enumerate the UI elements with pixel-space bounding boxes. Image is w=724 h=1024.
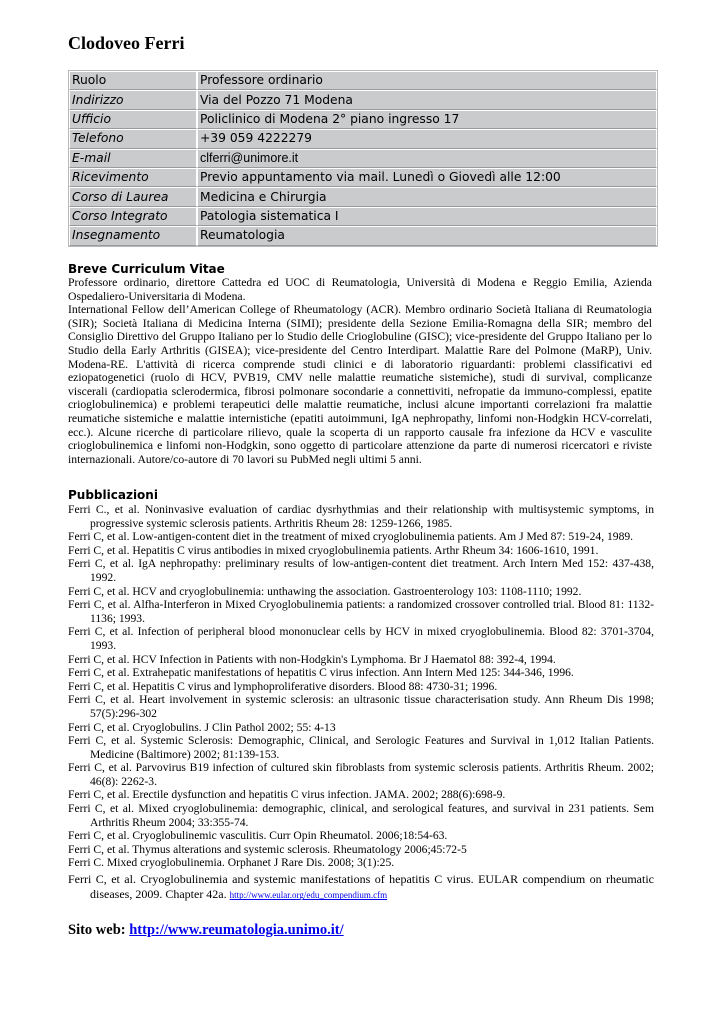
info-key: Ricevimento: [69, 168, 197, 187]
info-value: Medicina e Chirurgia: [197, 187, 657, 206]
info-key: E-mail: [69, 149, 197, 168]
publication-item: Ferri C., et al. Noninvasive evaluation of cardiac dysrhythmias and their relationship with multisystemic symptoms, in progressive systemic sclerosis patients. Arthritis Rheum 28: 1259-1266, 1985.: [68, 503, 654, 530]
info-row: [69, 90, 657, 109]
info-row: [69, 226, 657, 245]
publication-item: Ferri C, et al. HCV Infection in Patients with non-Hodgkin's Lymphoma. Br J Haematol 88: 392-4, 1994.: [68, 652, 556, 666]
publication-item: Ferri C, et al. Alfha-Interferon in Mixed Cryoglobulinemia patients: a randomized crossover controlled trial. Blood 81: 1132-1136; 1993.: [68, 598, 654, 625]
publication-item: Ferri C, et al. Hepatitis C virus antibodies in mixed cryoglobulinemia patients. Arthr Rheum 34: 1606-1610, 1991.: [68, 543, 599, 557]
info-key: Indirizzo: [69, 90, 197, 109]
cv-paragraph-2: International Fellow dell’American College of Rheumatology (ACR). Membro ordinario Società Italiana di Reumatologia (SIR); Società Italiana di Medicina Interna (SIMI); presidente della Sezione Emilia-Romagna della SIR; membro del Consiglio Direttivo del Gruppo Italiano per lo Studio delle Crioglobuline (GISC); vice-presidente del Gruppo Italiano per lo Studio della Early Arthritis (GISEA); vice-presidente del Centro Interdipart. Malattie Rare del Polmone (MaRP), Univ. Modena-RE. L'attività di ricerca comprende studi clinici e di laboratorio riguardanti: problemi classificativi ed eziopatogenetici (ruolo di HCV, PVB19, CMV nelle malattie reumatiche sistemiche), studi di survival, complicanze viscerali (cardiopatia sclerodermica, fibrosi polmonare socondarie a connettiviti, nefropatie da immuno-complessi, epatite crioglobulinemica) e problemi terapeutici delle malattie reumatiche, inclusi alcune importanti correlazioni fra malattie reumatiche sistemiche e malattie internistiche (epatiti autoimmuni, IgA nephropathy, linfomi non-Hodgkin HCV-correlati, ecc.). Alcune ricerche di particolare rilievo, quale la scoperta di un rapporto causale fra infezione da HCV e vasculite crioglobulinemica e linfomi non-Hodgkin, sono oggetto di particolare attenzione da parte di numerosi ricercatori e riviste internazionali. Autore/co-autore di 70 lavori su PubMed negli ultimi 5 anni.: [68, 303, 652, 466]
website-label: Sito web:: [68, 922, 126, 938]
info-value: Patologia sistematica I: [197, 207, 657, 226]
publication-item: Ferri C, et al. Low-antigen-content diet in the treatment of mixed cryoglobulinemia patients. Am J Med 87: 519-24, 1989.: [68, 530, 634, 544]
publication-item: Ferri C, et al. HCV and cryoglobulinemia: unthawing the association. Gastroenterology 103: 1108-1110; 1992.: [68, 584, 582, 598]
info-key: Insegnamento: [69, 226, 197, 245]
publication-item: Ferri C. Mixed cryoglobulinemia. Orphanet J Rare Dis. 2008; 3(1):25.: [68, 856, 395, 870]
info-value: +39 059 4222279: [197, 129, 657, 148]
publication-item: Ferri C, et al. Heart involvement in systemic sclerosis: an ultrasonic tissue characterisation study. Ann Rheum Dis 1998; 57(5):296-302: [68, 693, 654, 720]
info-row: [69, 129, 657, 148]
publication-item: Ferri C, et al. Erectile dysfunction and hepatitis C virus infection. JAMA. 2002; 288(6):698-9.: [68, 788, 506, 802]
info-value: Via del Pozzo 71 Modena: [197, 90, 657, 109]
publication-item: Ferri C, et al. Mixed cryoglobulinemia: demographic, clinical, and serological features, and survival in 231 patients. Sem Arthritis Rheum 2004; 33:355-74.: [68, 802, 654, 829]
info-key: Corso Integrato: [69, 207, 197, 226]
info-value: Policlinico di Modena 2° piano ingresso 17: [197, 110, 657, 129]
info-value: Reumatologia: [197, 226, 657, 245]
publication-item: Ferri C, et al. Cryoglobulinemic vasculitis. Curr Opin Rheumatol. 2006;18:54-63.: [68, 829, 448, 843]
publication-item: Ferri C, et al. Extrahepatic manifestations of hepatitis C virus infection. Ann Intern Med 125: 344-346, 1996.: [68, 666, 574, 680]
publication-item: Ferri C, et al. Cryoglobulins. J Clin Pathol 2002; 55: 4-13: [68, 720, 336, 734]
publication-item: Ferri C, et al. IgA nephropathy: preliminary results of low-antigen-content diet treatment. Arch Intern Med 152: 437-438, 1992.: [68, 557, 654, 584]
cv-text: [68, 276, 652, 466]
publication-item: Ferri C, et al. Thymus alterations and systemic sclerosis. Rheumatology 2006;45:72-5: [68, 842, 467, 856]
publications-list: [68, 503, 654, 904]
info-value: clferri@unimore.it: [197, 149, 657, 168]
page-title: Clodoveo Ferri: [68, 33, 185, 53]
publication-item: Ferri C, et al. Hepatitis C virus and lymphoproliferative disorders. Blood 88: 4730-31; 1996.: [68, 679, 498, 693]
publication-item: [68, 872, 654, 904]
publication-text: Ferri C, et al. Cryoglobulinemia and systemic manifestations of hepatitis C virus. EULAR compendium on rheumatic diseases, 2009. Chapter 42a.: [68, 872, 654, 902]
website-line: [68, 922, 344, 939]
info-table: [68, 70, 658, 247]
cv-heading: Breve Curriculum Vitae: [68, 262, 225, 276]
info-row: [69, 168, 657, 187]
publication-item: Ferri C, et al. Infection of peripheral blood mononuclear cells by HCV in mixed cryoglobulinemia. Blood 82: 3701-3704, 1993.: [68, 625, 654, 652]
info-key: Ufficio: [69, 110, 197, 129]
info-key: Telefono: [69, 129, 197, 148]
info-value: Professore ordinario: [197, 71, 657, 90]
publication-item: Ferri C, et al. Systemic Sclerosis: Demographic, Clinical, and Serologic Features and Survival in 1,012 Italian Patients. Medicine (Baltimore) 2002; 81:139-153.: [68, 734, 654, 761]
info-row: [69, 149, 657, 168]
website-link[interactable]: http://www.reumatologia.unimo.it/: [129, 922, 344, 938]
publication-link[interactable]: http://www.eular.org/edu_compendium.cfm: [229, 890, 388, 901]
info-key: Ruolo: [69, 71, 197, 90]
info-row: [69, 207, 657, 226]
info-row: [69, 110, 657, 129]
publications-heading: Pubblicazioni: [68, 488, 158, 502]
cv-paragraph-1: Professore ordinario, direttore Cattedra ed UOC di Reumatologia, Università di Modena e Reggio Emilia, Azienda Ospedaliero-Universitaria di Modena.: [68, 276, 652, 303]
info-row: [69, 187, 657, 206]
publication-item: Ferri C, et al. Parvovirus B19 infection of cultured skin fibroblasts from systemic sclerosis patients. Arthritis Rheum. 2002; 46(8): 2262-3.: [68, 761, 654, 788]
info-key: Corso di Laurea: [69, 187, 197, 206]
info-value: Previo appuntamento via mail. Lunedì o Giovedì alle 12:00: [197, 168, 657, 187]
info-row: [69, 71, 657, 90]
